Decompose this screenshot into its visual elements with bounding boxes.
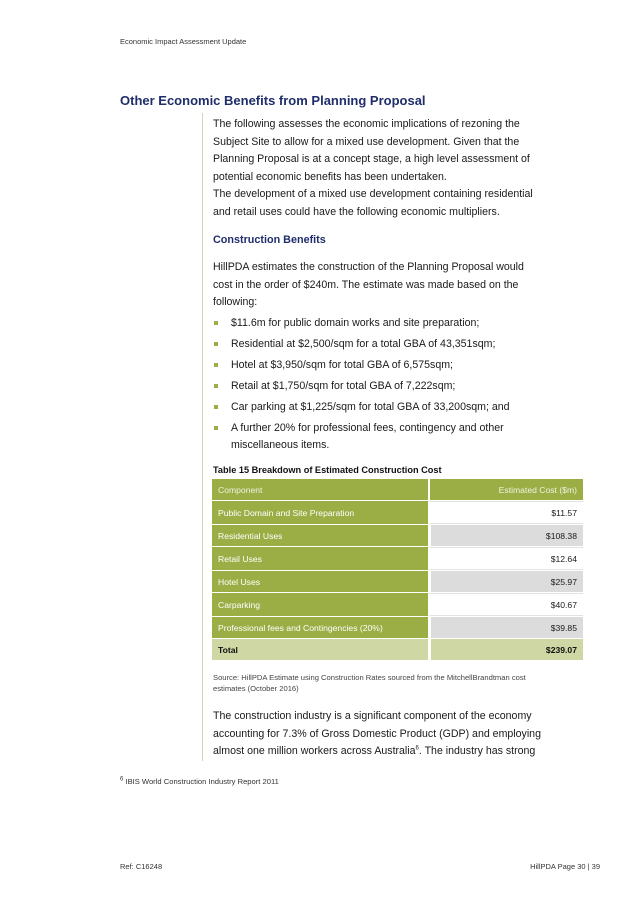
table-row — [212, 571, 583, 592]
list-item-text: Hotel at $3,950/sqm for total GBA of 6,575sqm; — [231, 359, 454, 371]
row-cost: $40.67 — [428, 593, 583, 616]
footnote-reference[interactable]: 6 — [415, 745, 419, 752]
row-component: Hotel Uses — [212, 571, 428, 592]
margin-rule — [202, 113, 203, 761]
cost-basis-list — [213, 315, 543, 458]
list-item-text: Car parking at $1,225/sqm for total GBA of 33,200sqm; and — [231, 401, 510, 413]
paragraph-multipliers: The development of a mixed use development containing residential and retail uses could have the following economic multipliers. — [213, 188, 533, 218]
paragraph-text: The construction industry is a significant component of the economy accounting for 7.3% of Gross Domestic Product (GDP) and employing almost one million workers across Australia — [213, 710, 541, 757]
list-item — [213, 420, 543, 454]
table-row — [212, 617, 583, 638]
row-component: Public Domain and Site Preparation — [212, 501, 428, 524]
row-component: Residential Uses — [212, 525, 428, 546]
list-item-text: Residential at $2,500/sqm for a total GBA of 43,351sqm; — [231, 338, 496, 350]
table-row — [212, 525, 583, 546]
construction-cost-table — [212, 478, 583, 661]
running-header: Economic Impact Assessment Update — [120, 37, 247, 46]
paragraph-text-tail: . The industry has strong — [418, 745, 536, 757]
footer-reference: Ref: C16248 — [120, 862, 163, 871]
subheading-construction-benefits: Construction Benefits — [213, 234, 326, 246]
total-value: $239.07 — [428, 639, 583, 660]
list-item-text: Retail at $1,750/sqm for total GBA of 7,222sqm; — [231, 380, 456, 392]
row-cost: $25.97 — [428, 571, 583, 592]
list-item — [213, 399, 543, 416]
footnote — [120, 777, 279, 786]
bullet-square-icon — [214, 384, 218, 388]
footer-page-number: HillPDA Page 30 | 39 — [530, 862, 600, 871]
paragraph-estimate: HillPDA estimates the construction of the Planning Proposal would cost in the order of $240m. The estimate was made based on the following: — [213, 261, 524, 308]
row-cost: $11.57 — [428, 501, 583, 524]
table-source-note: Source: HillPDA Estimate using Construction Rates sourced from the MitchellBrandtman cost estimates (October 2016) — [213, 673, 526, 693]
list-item-text: A further 20% for professional fees, contingency and other miscellaneous items. — [231, 422, 504, 451]
list-item — [213, 315, 543, 332]
table-header-row — [212, 479, 583, 500]
header-component: Component — [212, 479, 428, 500]
list-item — [213, 336, 543, 353]
bullet-square-icon — [214, 321, 218, 325]
total-label: Total — [212, 639, 428, 660]
bullet-square-icon — [214, 426, 218, 430]
list-item — [213, 378, 543, 395]
row-cost: $108.38 — [428, 525, 583, 546]
row-component: Carparking — [212, 593, 428, 616]
table-row — [212, 593, 583, 616]
bullet-square-icon — [214, 363, 218, 367]
list-item-text: $11.6m for public domain works and site preparation; — [231, 317, 480, 329]
bullet-square-icon — [214, 405, 218, 409]
row-cost: $39.85 — [428, 617, 583, 638]
table-row — [212, 547, 583, 570]
row-component: Professional fees and Contingencies (20%) — [212, 617, 428, 638]
list-item — [213, 357, 543, 374]
section-title: Other Economic Benefits from Planning Proposal — [120, 93, 426, 108]
bullet-square-icon — [214, 342, 218, 346]
footnote-text: IBIS World Construction Industry Report 2011 — [125, 777, 279, 786]
footnote-number: 6 — [120, 776, 124, 783]
table-row — [212, 501, 583, 524]
row-component: Retail Uses — [212, 547, 428, 570]
header-estimated-cost: Estimated Cost ($m) — [428, 479, 583, 500]
row-cost: $12.64 — [428, 547, 583, 570]
table-total-row — [212, 639, 583, 660]
table-caption: Table 15 Breakdown of Estimated Construction Cost — [213, 465, 442, 475]
paragraph-intro: The following assesses the economic implications of rezoning the Subject Site to allow for a mixed use development. Given that the Planning Proposal is at a concept stage, a high level assessment of potential economic benefits has been undertaken. — [213, 118, 530, 183]
paragraph-construction-industry — [213, 708, 543, 761]
